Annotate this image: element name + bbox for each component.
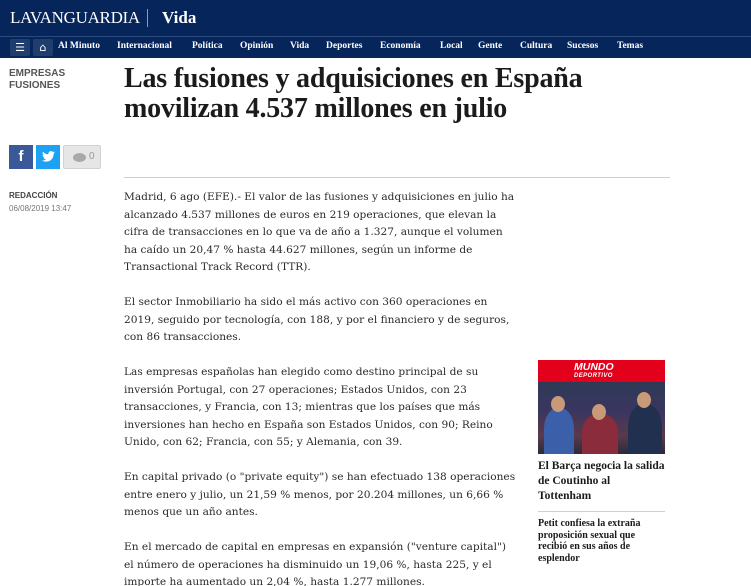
article-paragraph: En capital privado (o "private equity") se han efectuado 138 operaciones entre enero y julio, un 21,59 % menos, por 20.204 millones, un 6,66 % menos que un año antes. [124, 471, 516, 518]
article-paragraph: Madrid, 6 ago (EFE).- El valor de las fusiones y adquisiciones en julio ha alcanzado 4.537 millones de euros en 219 operaciones, que elevan la cifra de transacciones en lo que va de año a 1.327, aunque el volumen ha caído un 20,47 % hasta 44.627 millones, según un informe de Transactional Track Record (TTR). [124, 191, 515, 273]
article-paragraph: El sector Inmobiliario ha sido el más activo con 360 operaciones en 2019, seguido por tecnología, con 188, y por el financiero y de seguros, con 86 transacciones. [124, 296, 510, 343]
nav-item-politica[interactable]: Política [192, 41, 223, 51]
nav-item-deportes[interactable]: Deportes [326, 41, 363, 51]
brand-logo[interactable]: LAVANGUARDIA [10, 8, 140, 27]
nav-item-internacional[interactable]: Internacional [117, 41, 172, 51]
article-paragraph: Las empresas españolas han elegido como destino principal de su inversión Portugal, con 27 operaciones; Estados Unidos, con 23 transacciones, y Francia, con 13; mientras que los países que más inversiones han hecho en España son Estados Unidos, con 90; Reino Unido, con 62; Francia, con 55; y Alemania, con 39. [124, 366, 493, 448]
comments-count: 0 [89, 151, 95, 162]
promo-headline-link[interactable]: El Barça negocia la salida de Coutinho al Tottenham [538, 460, 665, 502]
kicker-tag-empresas[interactable]: EMPRESAS [9, 68, 66, 79]
nav-item-gente[interactable]: Gente [478, 41, 503, 51]
comment-bubble-icon [73, 153, 86, 162]
article-kicker [9, 68, 65, 92]
comments-button[interactable] [63, 145, 101, 169]
player-head [592, 404, 606, 420]
promo-secondary-link[interactable]: Petit confiesa la extraña proposición sexual que recibió en sus años de esplendor [538, 518, 641, 564]
nav-item-opinion[interactable]: Opinión [240, 41, 274, 51]
hamburger-icon[interactable]: ☰ [10, 39, 30, 56]
nav-item-sucesos[interactable]: Sucesos [567, 41, 599, 51]
nav-item-cultura[interactable]: Cultura [520, 41, 553, 51]
player-figure [582, 414, 618, 454]
twitter-share-button[interactable] [36, 145, 60, 169]
mundo-deportivo-logo[interactable]: MUNDO DEPORTIVO [538, 360, 665, 382]
article-date: 06/08/2019 13:47 [9, 204, 72, 213]
article-byline[interactable]: REDACCIÓN [9, 191, 58, 200]
twitter-icon [42, 151, 55, 162]
nav-item-al-minuto[interactable]: Al Minuto [58, 41, 100, 51]
nav-item-economia[interactable]: Economía [380, 41, 421, 51]
nav-item-local[interactable]: Local [440, 41, 463, 51]
promo-divider [538, 511, 665, 512]
sidebar-promo[interactable] [538, 360, 665, 564]
nav-item-vida[interactable]: Vida [290, 41, 310, 51]
header-divider [147, 9, 148, 27]
nav-item-temas[interactable]: Temas [617, 41, 644, 51]
player-figure [628, 404, 662, 454]
promo-photo[interactable] [538, 382, 665, 454]
article-body [124, 189, 516, 586]
player-figure [544, 408, 574, 454]
headline-divider [124, 177, 670, 178]
article-headline: Las fusiones y adquisiciones en España movilizan 4.537 millones en julio [124, 63, 583, 124]
facebook-share-button[interactable]: f [9, 145, 33, 169]
top-header [0, 0, 751, 36]
player-head [551, 396, 565, 412]
kicker-tag-fusiones[interactable]: FUSIONES [9, 80, 61, 91]
article-paragraph: En el mercado de capital en empresas en expansión ("venture capital") el número de operaciones ha disminuido un 19,06 %, hasta 225, y el importe ha aumentado un 2,04 %, hasta 1.277 millones. [124, 541, 506, 586]
player-head [637, 392, 651, 408]
section-title[interactable]: Vida [162, 8, 197, 27]
home-icon[interactable]: ⌂ [33, 39, 53, 56]
main-nav [0, 36, 751, 58]
